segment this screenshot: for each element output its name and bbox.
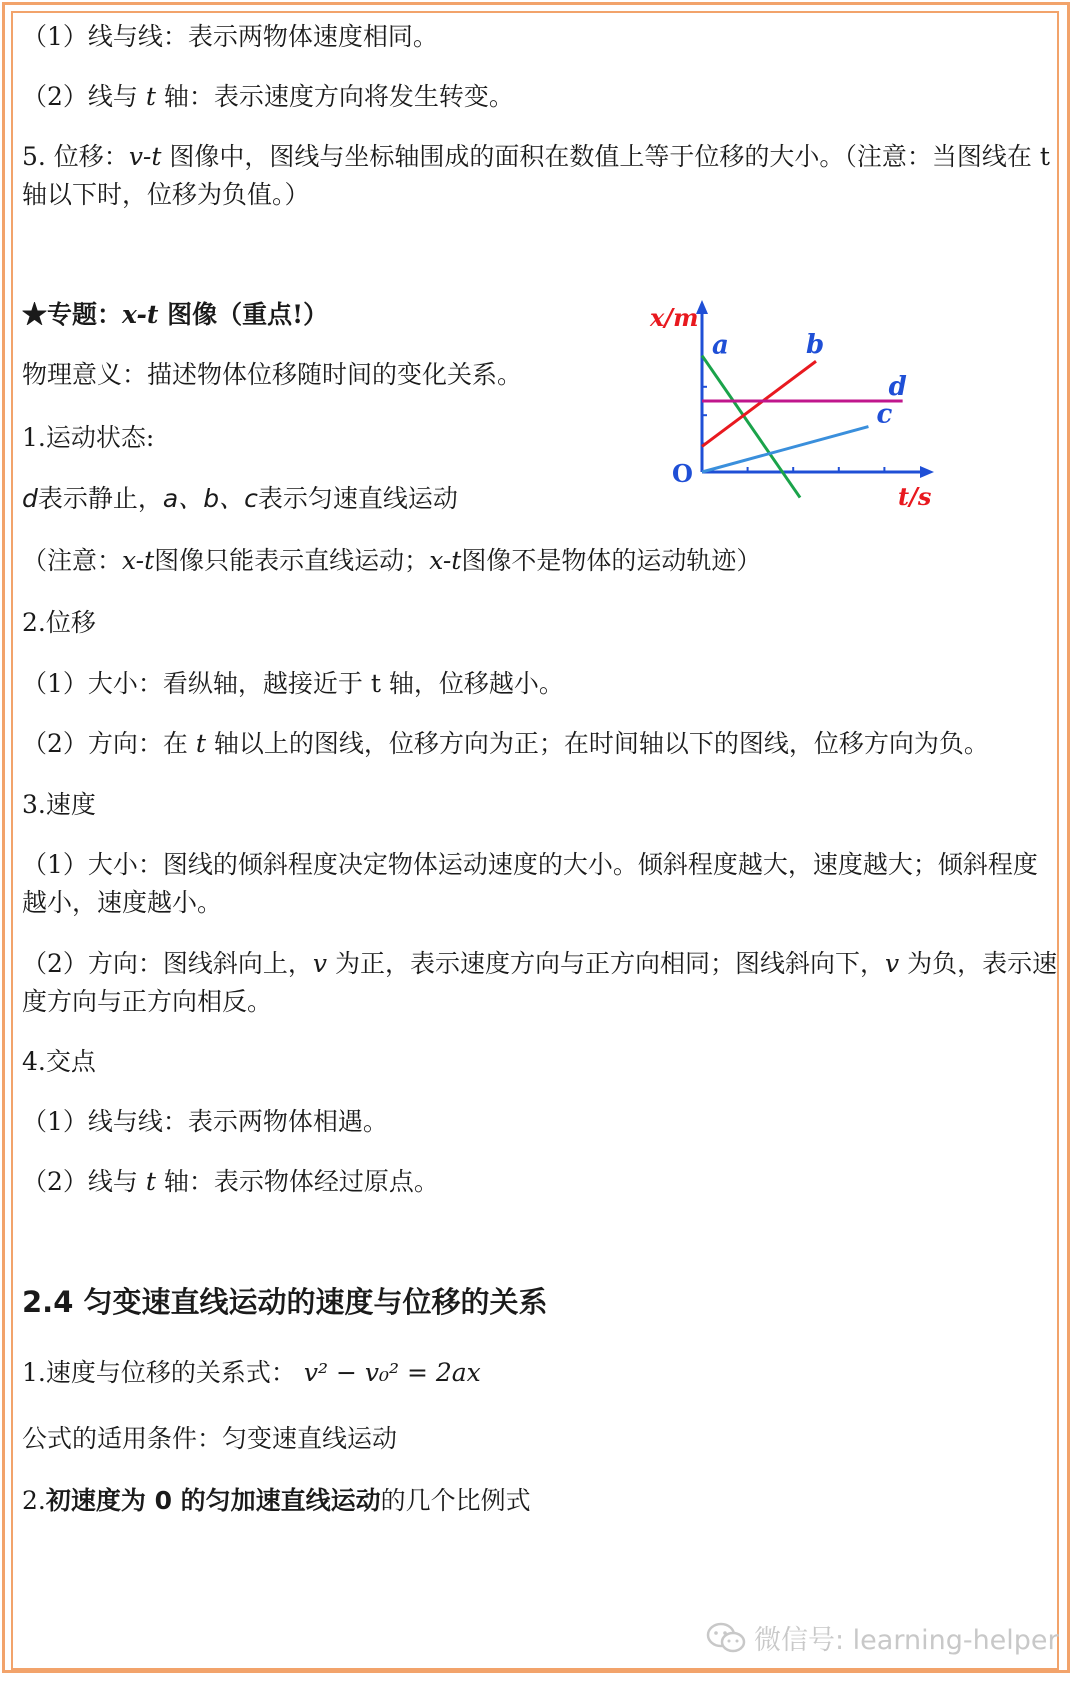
motion-state-desc: d表示静止，a、b、c表示匀速直线运动 xyxy=(22,484,458,513)
series-lines xyxy=(702,356,903,498)
vt-line-axis: （2）线与 t 轴：表示速度方向将发生转变。 xyxy=(22,82,514,111)
intersection-lines: （1）线与线：表示两物体相遇。 xyxy=(22,1107,388,1136)
xt-note: （注意：x-t图像只能表示直线运动；x-t图像不是物体的运动轨迹） xyxy=(22,546,762,575)
series-line-a xyxy=(702,356,800,498)
series-line-b xyxy=(702,361,816,446)
velocity-size: （1）大小：图线的倾斜程度决定物体运动速度的大小。倾斜程度越大，速度越大；倾斜程度越小，速度越小。 xyxy=(22,850,1038,917)
x-axis-arrow xyxy=(920,466,934,478)
series-line-c xyxy=(702,427,868,472)
velocity-heading: 3.速度 xyxy=(22,790,96,819)
series-label-a: a xyxy=(712,330,729,361)
intersection-axis: （2）线与 t 轴：表示物体经过原点。 xyxy=(22,1167,439,1196)
xt-meaning: 物理意义：描述物体位移随时间的变化关系。 xyxy=(22,360,523,389)
displacement-direction: （2）方向：在 t 轴以上的图线，位移方向为正；在时间轴以下的图线，位移方向为负。 xyxy=(22,729,989,758)
vt-displacement: 5. 位移：v-t 图像中，图线与坐标轴围成的面积在数值上等于位移的大小。（注意：当图线在 t 轴以下时，位移为负值。） xyxy=(22,142,1050,209)
y-axis-label: x/m xyxy=(650,303,699,332)
x-axis-label: t/s xyxy=(898,482,932,511)
formula-condition: 公式的适用条件：匀变速直线运动 xyxy=(22,1424,398,1453)
motion-state-heading: 1.运动状态: xyxy=(22,423,155,452)
displacement-heading: 2.位移 xyxy=(22,608,96,637)
vt-line-line: （1）线与线：表示两物体速度相同。 xyxy=(22,22,438,51)
intersection-heading: 4.交点 xyxy=(22,1047,96,1076)
series-label-c: c xyxy=(876,399,893,430)
ratio-heading: 2.初速度为 0 的匀加速直线运动的几个比例式 xyxy=(22,1486,531,1515)
wechat-watermark xyxy=(706,1618,1059,1661)
xt-graph xyxy=(650,300,1010,560)
series-label-b: b xyxy=(806,330,825,361)
origin-label: O xyxy=(672,459,693,488)
velocity-displacement-formula: 1.速度与位移的关系式： v² − v₀² = 2ax xyxy=(22,1358,481,1387)
series-label-d: d xyxy=(888,372,907,402)
displacement-size: （1）大小：看纵轴，越接近于 t 轴，位移越小。 xyxy=(22,669,564,698)
xt-section-title: ★专题：x-t 图像（重点!） xyxy=(22,300,329,329)
velocity-direction: （2）方向：图线斜向上，v 为正，表示速度方向与正方向相同；图线斜向下，v 为负，表示速度方向与正方向相反。 xyxy=(22,949,1058,1016)
section-2-4-heading: 2.4 匀变速直线运动的速度与位移的关系 xyxy=(22,1285,548,1319)
wechat-icon xyxy=(706,1622,746,1661)
watermark-text: 微信号: learning-helper xyxy=(754,1625,1059,1656)
